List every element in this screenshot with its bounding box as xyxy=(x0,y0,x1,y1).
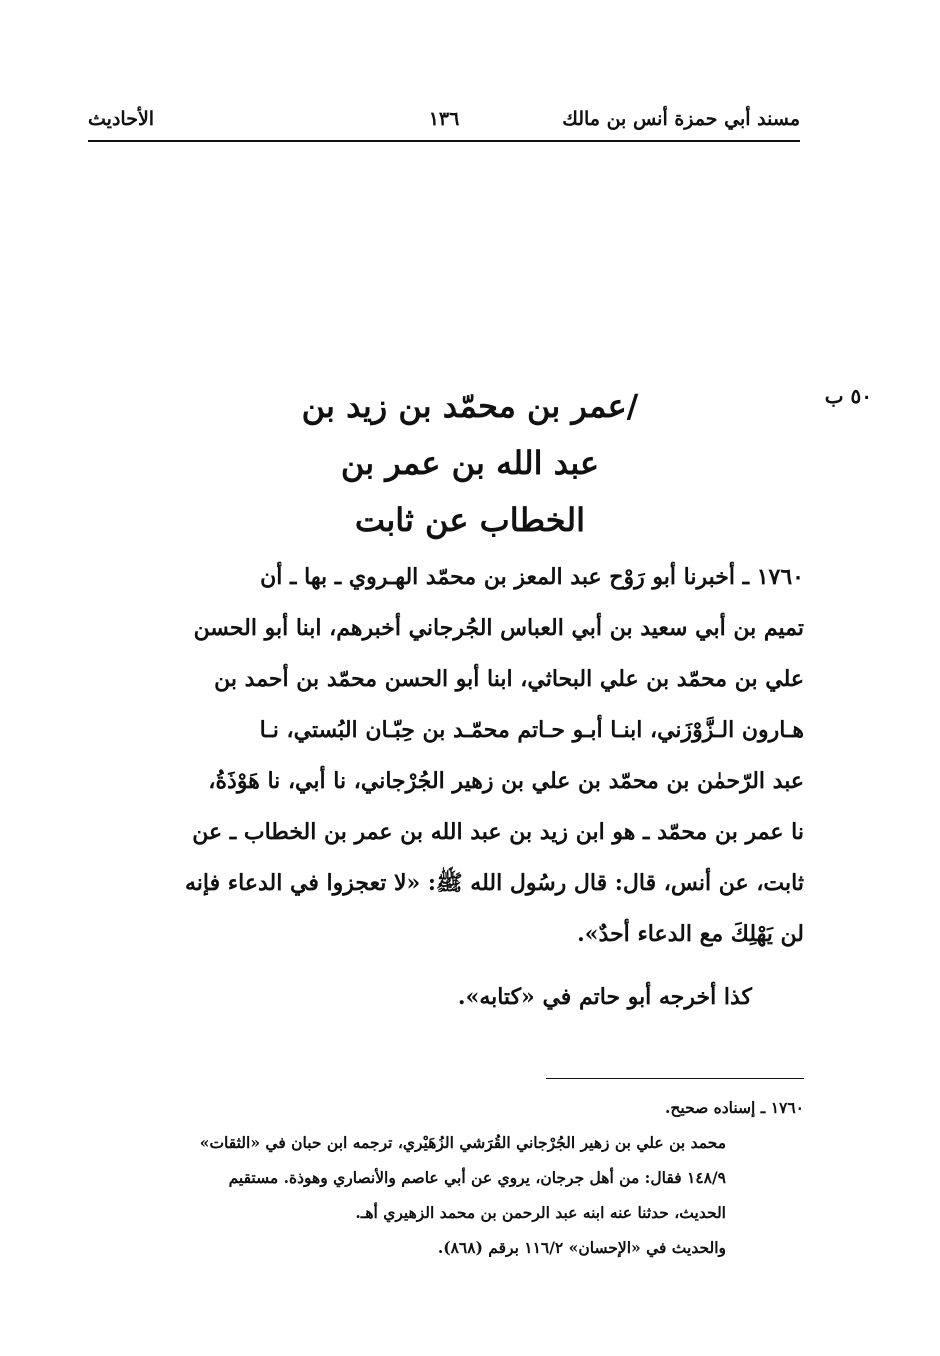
section-title-line: عبد الله بن عمر بن xyxy=(340,444,600,482)
hadith-paragraph xyxy=(92,552,804,960)
conclusion-line: كذا أخرجه أبو حاتم في «كتابه». xyxy=(457,984,752,1010)
margin-note: ٥٠ ب xyxy=(824,384,872,408)
hadith-line: عبد الرّحمٰن بن محمّد بن علي بن زهير الجُرْجاني، نا أبي، نا هَوْذَةُ، xyxy=(208,768,804,794)
footnote-line: ١٤٨/٩ فقال: من أهل جرجان، يروي عن أبي عاصم والأنصاري وهوذة. مستقيم xyxy=(228,1168,726,1187)
running-header xyxy=(88,104,800,140)
hadith-line: هـارون الـزَّوْزَني، ابنـا أبـو حـاتم محمّـد بن حِبّـان البُستي، نـا xyxy=(259,717,804,743)
hadith-line: لن يَهْلِكَ مع الدعاء أحدٌ». xyxy=(577,921,804,947)
running-title-right: مسند أبي حمزة أنس بن مالك xyxy=(562,108,800,130)
hadith-line: ثابت، عن أنس، قال: قال رسُول الله ﷺ: «لا تعجزوا في الدعاء فإنه xyxy=(185,870,804,896)
footnotes xyxy=(88,1090,804,1265)
section-title-line: الخطاب عن ثابت xyxy=(354,501,586,539)
footnote-rule xyxy=(546,1078,804,1079)
page-number: ١٣٦ xyxy=(428,108,460,130)
section-title-line: /عمر بن محمّد بن زيد بن xyxy=(301,387,639,425)
footnote-line: والحديث في «الإحسان» ١١٦/٢ برقم (٨٦٨). xyxy=(437,1238,726,1257)
hadith-line: ١٧٦٠ ـ أخبرنا أبو رَوْح عبد المعز بن محمّد الهـروي ـ بها ـ أن xyxy=(260,564,804,590)
hadith-line: نا عمر بن محمّد ـ هو ابن زيد بن عبد الله بن عمر بن الخطاب ـ عن xyxy=(192,819,804,845)
hadith-line: تميم بن أبي سعيد بن أبي العباس الجُرجاني أخبرهم، ابنا أبو الحسن xyxy=(193,615,804,641)
header-rule xyxy=(88,140,800,142)
running-title-left: الأحاديث xyxy=(88,108,155,130)
footnote-line: الحديث، حدثنا عنه ابنه عبد الرحمن بن محمد الزهيري أهـ. xyxy=(355,1203,726,1222)
footnote-line: ١٧٦٠ ـ إسناده صحيح. xyxy=(664,1098,804,1117)
hadith-line: علي بن محمّد بن علي البحاثي، ابنا أبو الحسن محمّد بن أحمد بن xyxy=(214,666,804,692)
footnote-line: محمد بن علي بن زهير الجُرْجاني القُرَشي الزُهَيْري، ترجمه ابن حبان في «الثقات» xyxy=(199,1133,726,1152)
section-title xyxy=(160,378,780,549)
